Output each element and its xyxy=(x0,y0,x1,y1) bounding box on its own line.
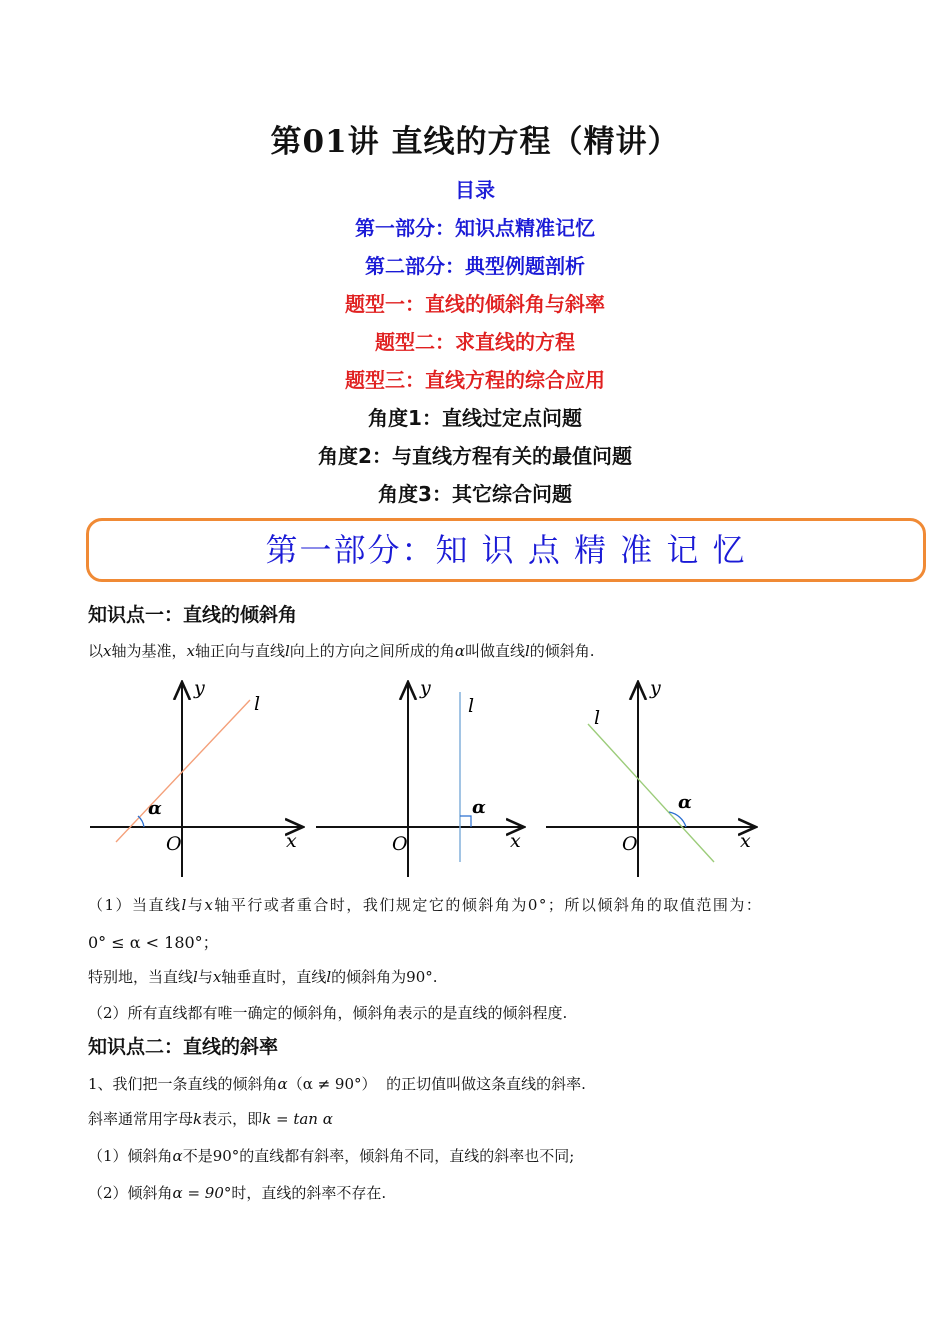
inclination-figures xyxy=(86,672,776,882)
origin-label: O xyxy=(622,833,638,855)
toc-item-part1[interactable]: 第一部分：知识点精准记忆 xyxy=(355,216,595,240)
l-label: l xyxy=(254,693,261,715)
figure-2 xyxy=(316,677,522,877)
page-title: 第01讲 直线的方程（精讲） xyxy=(270,124,680,160)
y-label: y xyxy=(420,677,431,699)
section-banner: 第一部分：知 识 点 精 准 记 忆 xyxy=(86,518,926,582)
l-label: l xyxy=(594,707,601,729)
right-angle-mark xyxy=(460,816,471,827)
toc-item-angle3[interactable]: 角度3：其它综合问题 xyxy=(378,482,572,506)
alpha-label: α xyxy=(148,798,162,819)
kp1-range: 0° ≤ α < 180°； xyxy=(88,933,219,952)
kp2-p4: （2）倾斜角α = 90°时，直线的斜率不存在. xyxy=(88,1184,387,1202)
line-l-negative xyxy=(588,724,714,862)
kp1-special: 特别地，当直线l与x轴垂直时，直线l的倾斜角为90°. xyxy=(88,968,438,986)
y-label: y xyxy=(194,677,205,699)
y-label: y xyxy=(650,677,661,699)
kp2-p3: （1）倾斜角α不是90°的直线都有斜率，倾斜角不同，直线的斜率也不同; xyxy=(88,1147,575,1165)
kp2-p2: 斜率通常用字母k表示，即k = tan α xyxy=(88,1110,333,1128)
kp1-definition: 以x轴为基准，x轴正向与直线l向上的方向之间所成的角α叫做直线l的倾斜角. xyxy=(88,642,595,660)
x-label: x xyxy=(286,830,297,852)
angle-arc xyxy=(669,812,686,827)
toc-heading: 目录 xyxy=(455,178,495,202)
toc-item-angle2[interactable]: 角度2：与直线方程有关的最值问题 xyxy=(318,444,632,468)
toc-item-part2[interactable]: 第二部分：典型例题剖析 xyxy=(365,254,585,278)
kp1-note1: （1）当直线l与x轴平行或者重合时，我们规定它的倾斜角为0°；所以倾斜角的取值范围为： xyxy=(88,896,763,914)
origin-label: O xyxy=(392,833,408,855)
toc-item-type3[interactable]: 题型三：直线方程的综合应用 xyxy=(345,368,605,392)
kp1-heading: 知识点一：直线的倾斜角 xyxy=(88,604,298,626)
origin-label: O xyxy=(166,833,182,855)
alpha-label: α xyxy=(678,792,692,813)
toc-item-type2[interactable]: 题型二：求直线的方程 xyxy=(375,330,575,354)
x-label: x xyxy=(510,830,521,852)
kp2-p1: 1、我们把一条直线的倾斜角α（α ≠ 90°） 的正切值叫做这条直线的斜率. xyxy=(88,1075,586,1093)
figure-3 xyxy=(546,677,754,877)
kp2-heading: 知识点二：直线的斜率 xyxy=(88,1036,279,1058)
figure-1 xyxy=(90,677,301,877)
toc-item-angle1[interactable]: 角度1：直线过定点问题 xyxy=(368,406,582,430)
alpha-label: α xyxy=(472,797,486,818)
toc-item-type1[interactable]: 题型一：直线的倾斜角与斜率 xyxy=(345,292,605,316)
x-label: x xyxy=(740,830,751,852)
kp1-note2: （2）所有直线都有唯一确定的倾斜角，倾斜角表示的是直线的倾斜程度. xyxy=(88,1004,568,1022)
l-label: l xyxy=(468,695,475,717)
angle-arc xyxy=(138,816,144,827)
